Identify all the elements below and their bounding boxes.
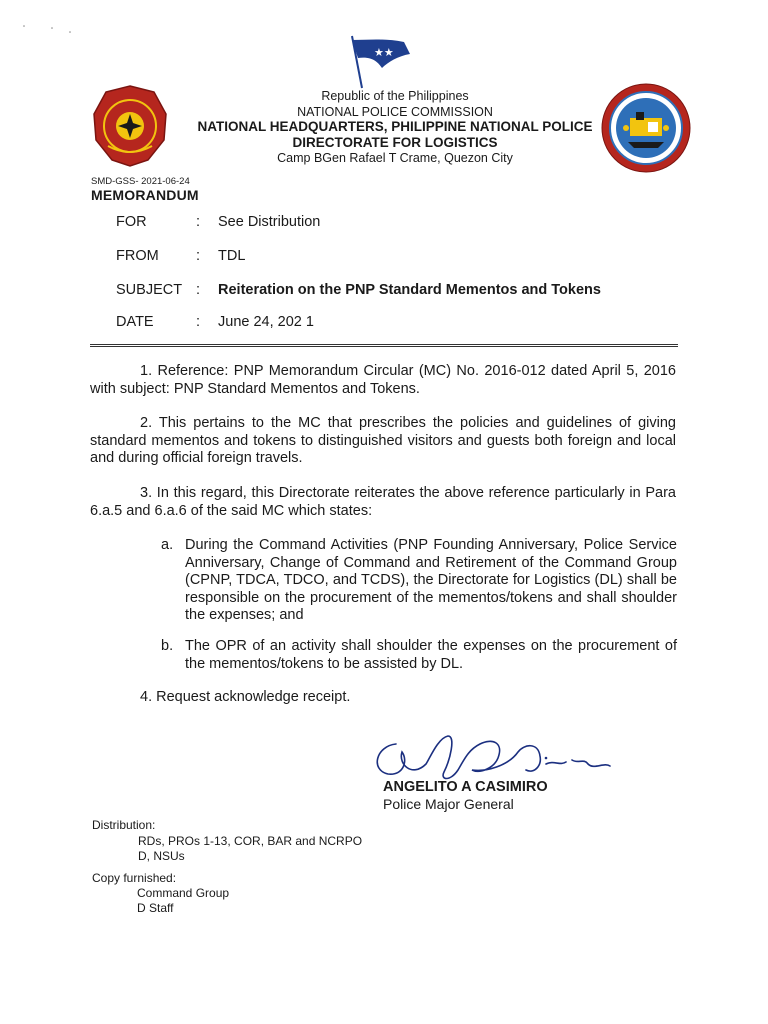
paragraph-1 (90, 363, 676, 398)
header-address: Camp BGen Rafael T Crame, Quezon City (277, 151, 513, 165)
memo-title: MEMORANDUM (91, 187, 199, 203)
subject-colon: : (196, 282, 201, 298)
copy-furnished-label: Copy furnished: (92, 871, 177, 885)
paragraph-2 (90, 415, 676, 468)
sub-item-a (161, 537, 677, 625)
control-number: SMD-GSS- 2021-06-24 (91, 176, 190, 187)
for-label: FOR (116, 214, 147, 230)
for-value: See Distribution (218, 214, 321, 230)
header-directorate: DIRECTORATE FOR LOGISTICS (292, 135, 498, 150)
from-label: FROM (116, 248, 159, 264)
paragraph-3 (90, 485, 676, 520)
signatory-name: ANGELITO A CASIMIRO (383, 779, 548, 795)
subject-label: SUBJECT (116, 282, 183, 298)
distribution-line: D, NSUs (138, 849, 185, 863)
header-divider (90, 344, 678, 347)
distribution-line: RDs, PROs 1-13, COR, BAR and NCRPO (138, 834, 363, 848)
paragraph-1-text: 1. Reference: PNP Memorandum Circular (MC) No. 2016-012 dated April 5, 2016 with subject: PNP Standard Mementos and Tokens. (90, 363, 676, 397)
header-national-hq: NATIONAL HEADQUARTERS, PHILIPPINE NATIONAL POLICE (197, 119, 593, 134)
sub-item-a-text: During the Command Activities (PNP Founding Anniversary, Police Service Anniversary, Change of Command and Retirement of the Command Group (CPNP, TDCA, TDCO, and TCDS), the Directorate for Logistics (DL) shall be responsible on the procurement of the mementos/tokens and shall shoulder the expenses; and (185, 537, 677, 623)
subject-value: Reiteration on the PNP Standard Mementos and Tokens (218, 282, 601, 298)
from-colon: : (196, 248, 201, 264)
paragraph-4: 4. Request acknowledge receipt. (140, 689, 351, 705)
scan-specks (20, 22, 80, 36)
from-value: TDL (218, 248, 246, 264)
pnp-seal-icon (90, 84, 170, 168)
sub-item-b-text: The OPR of an activity shall shoulder the expenses on the procurement of the mementos/tokens to be assisted by DL. (185, 638, 677, 672)
sub-item-a-letter: a. (161, 537, 174, 553)
for-colon: : (196, 214, 201, 230)
header-napolcom: NATIONAL POLICE COMMISSION (297, 105, 493, 119)
paragraph-3-text: 3. In this regard, this Directorate reiterates the above reference particularly in Para 6.a.5 and 6.a.6 of the said MC which states: (90, 485, 676, 519)
date-colon: : (196, 314, 201, 330)
general-flag-icon (338, 34, 418, 90)
svg-text:★★: ★★ (374, 46, 394, 59)
date-value: June 24, 202 1 (218, 314, 314, 330)
sub-item-b (161, 638, 677, 673)
paragraph-2-text: 2. This pertains to the MC that prescribes the policies and guidelines of giving standard mementos and tokens to distinguished visitors and guests both foreign and local and during official foreign travels. (90, 415, 676, 466)
signatory-rank: Police Major General (383, 796, 514, 812)
date-label: DATE (116, 314, 154, 330)
copy-furnished-line: D Staff (137, 901, 174, 915)
distribution-label: Distribution: (92, 818, 156, 832)
header-republic: Republic of the Philippines (321, 89, 469, 103)
copy-furnished-line: Command Group (137, 886, 230, 900)
sub-item-b-letter: b. (161, 638, 174, 654)
